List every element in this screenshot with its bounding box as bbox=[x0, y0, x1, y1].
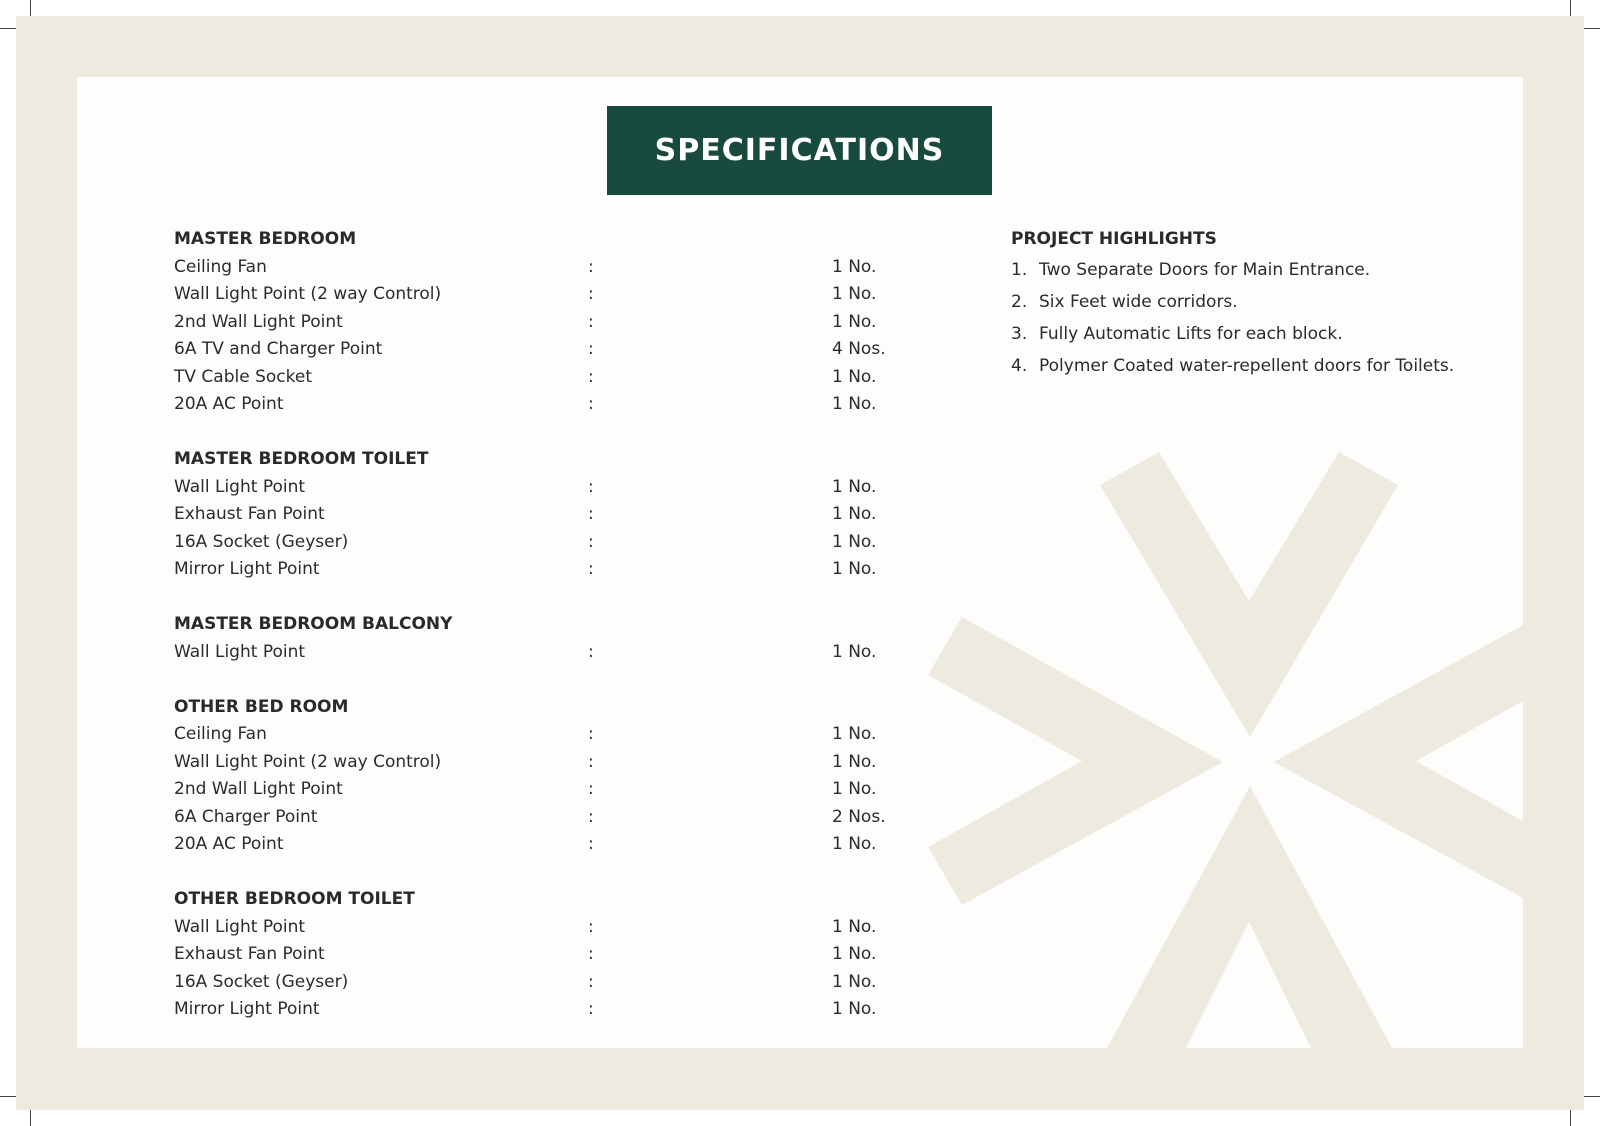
spec-separator: : bbox=[588, 916, 594, 937]
spec-label: Ceiling Fan bbox=[174, 724, 267, 744]
spec-separator: : bbox=[588, 394, 594, 414]
spec-label: TV Cable Socket bbox=[174, 366, 312, 387]
spec-label: 2nd Wall Light Point bbox=[174, 311, 343, 332]
spec-value: 1 No. bbox=[832, 834, 877, 854]
spec-value: 1 No. bbox=[832, 504, 877, 524]
spec-label: Wall Light Point (2 way Control) bbox=[174, 751, 442, 772]
motif-right-chevron bbox=[1274, 625, 1523, 898]
spec-value: 1 No. bbox=[832, 476, 877, 497]
spec-label: Wall Light Point bbox=[174, 641, 306, 662]
spec-value: 1 No. bbox=[832, 366, 877, 387]
motif-left-chevron bbox=[928, 617, 1223, 905]
spec-separator: : bbox=[588, 779, 594, 799]
spec-value: 4 Nos. bbox=[832, 339, 886, 359]
highlight-item bbox=[1011, 324, 1343, 344]
highlight-item bbox=[1011, 292, 1238, 312]
spec-label: 6A Charger Point bbox=[174, 806, 318, 827]
page-title: SPECIFICATIONS bbox=[607, 106, 992, 195]
spec-value: 1 No. bbox=[832, 751, 877, 772]
highlight-text: Two Separate Doors for Main Entrance. bbox=[1039, 260, 1371, 280]
highlights-heading: PROJECT HIGHLIGHTS bbox=[1011, 229, 1217, 249]
spec-separator: : bbox=[588, 806, 594, 827]
spec-separator: : bbox=[588, 339, 594, 359]
spec-value: 2 Nos. bbox=[832, 806, 886, 827]
spec-separator: : bbox=[588, 834, 594, 854]
spec-label: Mirror Light Point bbox=[174, 999, 320, 1019]
section-heading: MASTER BEDROOM bbox=[174, 229, 357, 249]
highlight-number: 4. bbox=[1011, 356, 1028, 376]
spec-label: 20A AC Point bbox=[174, 834, 284, 854]
spec-label: 16A Socket (Geyser) bbox=[174, 531, 349, 552]
spec-value: 1 No. bbox=[832, 724, 877, 744]
spec-separator: : bbox=[588, 256, 594, 277]
section-heading: MASTER BEDROOM BALCONY bbox=[174, 614, 453, 634]
spec-label: Mirror Light Point bbox=[174, 559, 320, 579]
spec-separator: : bbox=[588, 531, 594, 552]
highlight-number: 1. bbox=[1011, 260, 1028, 280]
spec-value: 1 No. bbox=[832, 999, 877, 1019]
spec-label: Exhaust Fan Point bbox=[174, 944, 325, 964]
spec-value: 1 No. bbox=[832, 916, 877, 937]
spec-separator: : bbox=[588, 366, 594, 387]
spec-separator: : bbox=[588, 476, 594, 497]
spec-label: 16A Socket (Geyser) bbox=[174, 971, 349, 992]
spec-separator: : bbox=[588, 284, 594, 304]
spec-label: 2nd Wall Light Point bbox=[174, 779, 343, 799]
section-heading: MASTER BEDROOM TOILET bbox=[174, 449, 429, 469]
spec-label: Ceiling Fan bbox=[174, 256, 267, 277]
spec-separator: : bbox=[588, 641, 594, 662]
spec-separator: : bbox=[588, 559, 594, 579]
spec-separator: : bbox=[588, 724, 594, 744]
spec-label: Exhaust Fan Point bbox=[174, 504, 325, 524]
spec-separator: : bbox=[588, 311, 594, 332]
spec-label: Wall Light Point bbox=[174, 476, 306, 497]
highlight-text: Six Feet wide corridors. bbox=[1039, 292, 1238, 312]
spec-value: 1 No. bbox=[832, 559, 877, 579]
highlight-number: 2. bbox=[1011, 292, 1028, 312]
spec-label: 20A AC Point bbox=[174, 394, 284, 414]
highlight-item bbox=[1011, 356, 1454, 376]
spec-separator: : bbox=[588, 999, 594, 1019]
spec-value: 1 No. bbox=[832, 779, 877, 799]
spec-separator: : bbox=[588, 944, 594, 964]
spec-value: 1 No. bbox=[832, 311, 877, 332]
spec-value: 1 No. bbox=[832, 531, 877, 552]
spec-value: 1 No. bbox=[832, 256, 877, 277]
spec-value: 1 No. bbox=[832, 284, 877, 304]
highlight-text: Fully Automatic Lifts for each block. bbox=[1039, 324, 1343, 344]
spec-separator: : bbox=[588, 504, 594, 524]
highlight-item bbox=[1011, 260, 1370, 280]
highlight-number: 3. bbox=[1011, 324, 1028, 344]
spec-value: 1 No. bbox=[832, 394, 877, 414]
spec-label: Wall Light Point (2 way Control) bbox=[174, 284, 442, 304]
spec-value: 1 No. bbox=[832, 641, 877, 662]
motif-top-chevron bbox=[1100, 452, 1398, 737]
spec-label: 6A TV and Charger Point bbox=[174, 339, 383, 359]
spec-value: 1 No. bbox=[832, 971, 877, 992]
spec-separator: : bbox=[588, 971, 594, 992]
section-heading: OTHER BED ROOM bbox=[174, 696, 349, 717]
motif-bottom-chevron bbox=[1107, 786, 1392, 1048]
spec-separator: : bbox=[588, 751, 594, 772]
highlight-text: Polymer Coated water-repellent doors for Toilets. bbox=[1039, 356, 1455, 376]
spec-value: 1 No. bbox=[832, 944, 877, 964]
spec-label: Wall Light Point bbox=[174, 916, 306, 937]
section-heading: OTHER BEDROOM TOILET bbox=[174, 889, 415, 909]
